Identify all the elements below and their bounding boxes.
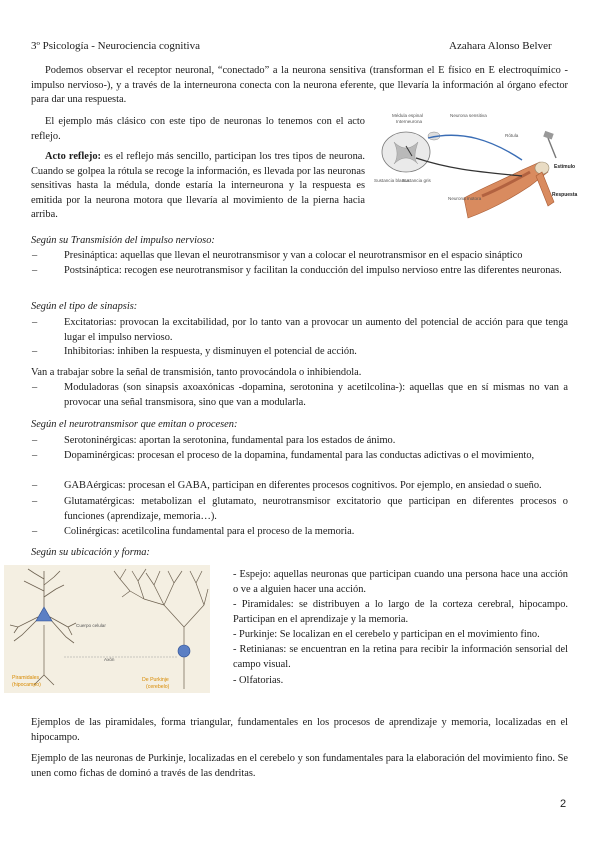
sensory-nerve-line [428, 135, 522, 160]
purkinje-example-paragraph: Ejemplo de las neuronas de Purkinje, localizadas en el cerebelo y son fundamentales para la elaboración del movimiento fino. Se unen como fichas de dominó a través de las dendritas. [31, 753, 568, 779]
list-item: – Glutamatérgicas: metabolizan el glutamato, neurotransmisor excitatorio que participan en diferentes procesos o funciones (aprendizaje, memoria…). [32, 496, 568, 522]
page-number: 2 [560, 798, 567, 810]
intro-paragraph: Podemos observar el receptor neuronal, “conectado” a la neurona sensitiva (transforman el E físico en E electroquímico -impulso nervioso-), y a través de la interneurona conecta con la neurona eferente, que llevaría la información al órgano efector para dar una respuesta. [31, 65, 568, 106]
shin-shape [536, 172, 554, 206]
fig1-label-white-matter: Sustancia blanca [374, 178, 409, 183]
section-synapse-title: Según el tipo de sinapsis: [31, 301, 138, 312]
list-item: - Espejo: aquellas neuronas que participan cuando una persona hace una acción o ve a alguien hacer una acción. [233, 569, 568, 595]
list-item: - Piramidales: se distribuyen a lo largo de la corteza cerebral, hipocampo. Participan en el aprendizaje y la memoria. [233, 599, 568, 625]
fig1-label-spinal-cord: Médula espinal [392, 113, 423, 118]
list-item: – Serotoninérgicas: aportan la serotonina, fundamental para los estados de ánimo. [32, 435, 396, 446]
header-right: Azahara Alonso Belver [449, 40, 552, 52]
list-item: – Dopaminérgicas: procesan el proceso de la dopamina, fundamental para las conductas adictivas o el movimiento, [32, 450, 535, 461]
fig1-label-gray-matter: Sustancia gris [402, 178, 431, 183]
motor-nerve-line [416, 158, 522, 176]
hammer-head [543, 131, 554, 140]
fig2-label-axon: Axón [104, 657, 115, 662]
list-item: – Presináptica: aquellas que llevan el neurotransmisor y van a colocar el neurotransmisor en el espacio sináptico [32, 250, 523, 261]
fig1-label-motor-neuron: Neurona motora [448, 196, 482, 201]
reflex-example-paragraph: El ejemplo más clásico con este tipo de neuronas lo tenemos con el acto reflejo. [31, 116, 365, 142]
pyramidal-example-paragraph: Ejemplos de las piramidales, forma triangular, fundamentales en los procesos de aprendizaje y memoria, localizadas en el hipocampo. [31, 717, 568, 743]
hammer-handle [548, 138, 556, 158]
section-shape-title: Según su ubicación y forma: [31, 547, 150, 558]
list-item: - Olfatorias. [233, 675, 284, 686]
list-item: – Postsináptica: recogen ese neurotransmisor y facilitan la conducción del impulso nervioso entre las diferentes neuronas. [32, 265, 562, 276]
fig2-label-cerebellum: (cerebelo) [146, 684, 170, 690]
reflex-text: es el reflejo más sencillo, participan los tres tipos de neurona. Cuando se golpea la rótula se recoge la información, es llevada por las neuronas sensitivas hasta la médula, donde estaría la interneurona y la respuesta es emitida por la neurona motora que llevaría al movimiento de la pierna hacia arriba. [31, 151, 366, 221]
section-transmission-title: Según su Transmisión del impulso nervioso: [31, 235, 215, 246]
list-item: – Colinérgicas: acetilcolina fundamental para el proceso de la memoria. [32, 526, 355, 537]
list-item: - Retinianas: se encuentran en la retina para recibir la información sensorial del campo visual. [233, 644, 568, 670]
list-item: – Excitatorias: provocan la excitabilidad, por lo tanto van a provocar un aumento del potencial de acción para que tenga lugar el impulso nervioso. [32, 317, 568, 343]
list-item: - Purkinje: Se localizan en el cerebelo y participan en el movimiento fino. [233, 629, 540, 640]
header-left: 3º Psicología - Neurociencia cognitiva [31, 40, 200, 52]
synapse-note: Van a trabajar sobre la señal de transmisión, tanto provocándola o inhibiendola. [31, 367, 362, 378]
reflex-paragraph [31, 150, 365, 223]
section-neurotransmitter-title: Según el neurotransmisor que emitan o procesen: [31, 419, 238, 430]
neuron-types-figure [4, 565, 210, 693]
reflex-term: Acto reflejo: [45, 151, 102, 162]
list-item: – Moduladoras (son sinapsis axoaxónicas -dopamina, serotonina y acetilcolina-): aquellas que en sí mismas no van a provocar una señal transmisora, sino que van a modularla. [32, 382, 568, 408]
fig1-label-sensory-neuron: Neurona sensitiva [450, 113, 487, 118]
purkinje-soma [178, 645, 190, 657]
list-item: – GABAérgicas: procesan el GABA, participan en diferentes procesos cognitivos. Por ejemplo, en ansiedad o sueño. [32, 480, 542, 491]
fig1-label-stimulus: Estímulo [554, 164, 576, 170]
fig1-label-interneuron: Interneurona [396, 119, 423, 124]
fig1-label-kneecap: Rótula [505, 133, 519, 138]
figure-background [4, 565, 210, 693]
fig2-label-purkinje: De Purkinje [142, 677, 169, 683]
fig2-label-hippocampus: (hipocampo) [12, 682, 41, 688]
fig2-label-cell-body: Cuerpo celular [76, 623, 106, 628]
list-item: – Inhibitorias: inhiben la respuesta, y disminuyen el potencial de acción. [32, 346, 357, 357]
fig2-label-pyramidal: Piramidales [12, 675, 40, 681]
reflex-arc-figure [372, 110, 578, 222]
fig1-label-response: Respuesta [552, 192, 578, 198]
